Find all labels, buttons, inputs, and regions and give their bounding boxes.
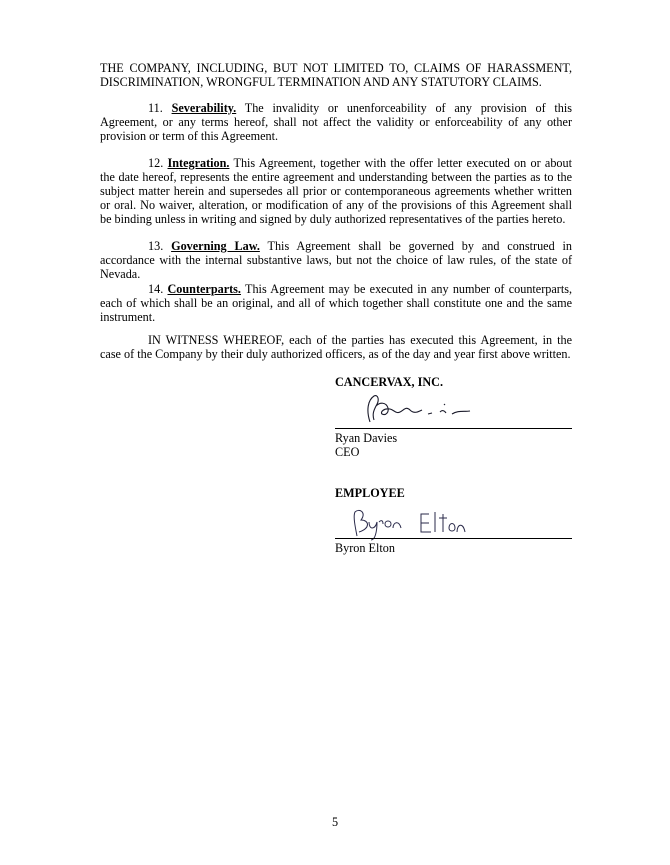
section-heading: Governing Law. — [171, 239, 260, 253]
section-number: 11. — [148, 101, 163, 115]
section-11-severability — [100, 101, 572, 143]
section-heading: Severability. — [171, 101, 237, 115]
section-13-governing-law — [100, 239, 572, 281]
witness-paragraph: IN WITNESS WHEREOF, each of the parties has executed this Agreement, in the case of the Company by their duly authorized officers, as of the day and year first above written. — [100, 333, 572, 361]
company-name: CANCERVAX, INC. — [335, 375, 444, 389]
employee-signature — [345, 506, 485, 542]
section-number: 14. — [148, 282, 164, 296]
section-12-integration — [100, 156, 572, 226]
section-heading: Counterparts. — [167, 282, 241, 296]
section-number: 12. — [148, 156, 164, 170]
company-signer-name: Ryan Davies — [335, 431, 398, 445]
company-signer-title: CEO — [335, 445, 360, 459]
employee-signer-name: Byron Elton — [335, 541, 395, 555]
page-number: 5 — [331, 815, 339, 829]
employee-signature-line — [335, 538, 572, 539]
section-text: The invalidity or unenforceability of any provision of this Agreement, or any terms hereof, shall not affect the validity or enforceability of any other provision or term of this Agreement. — [100, 101, 573, 143]
section-14-counterparts — [100, 282, 572, 324]
section-text: This Agreement may be executed in any number of counterparts, each of which shall be an original, and all of which together shall constitute one and the same instrument. — [100, 282, 573, 324]
company-signature — [362, 392, 472, 430]
section-text: This Agreement, together with the offer letter executed on or about the date hereof, represents the entire agreement and understanding between the parties as to the subject matter herein and supersedes all prior or contemporaneous agreements whether written or oral. No waiver, alteration, or modification of any of the provisions of this Agreement shall be binding unless in writing and signed by duly authorized representatives of the parties hereto. — [100, 156, 573, 226]
employee-label: EMPLOYEE — [335, 486, 405, 500]
section-number: 13. — [148, 239, 164, 253]
intro-paragraph: THE COMPANY, INCLUDING, BUT NOT LIMITED TO, CLAIMS OF HARASSMENT, DISCRIMINATION, WRONGFUL TERMINATION AND ANY STATUTORY CLAIMS. — [100, 61, 572, 89]
section-text: This Agreement shall be governed by and construed in accordance with the internal substantive laws, but not the choice of law rules, of the state of Nevada. — [100, 239, 573, 281]
section-heading: Integration. — [167, 156, 230, 170]
company-signature-line — [335, 428, 572, 429]
